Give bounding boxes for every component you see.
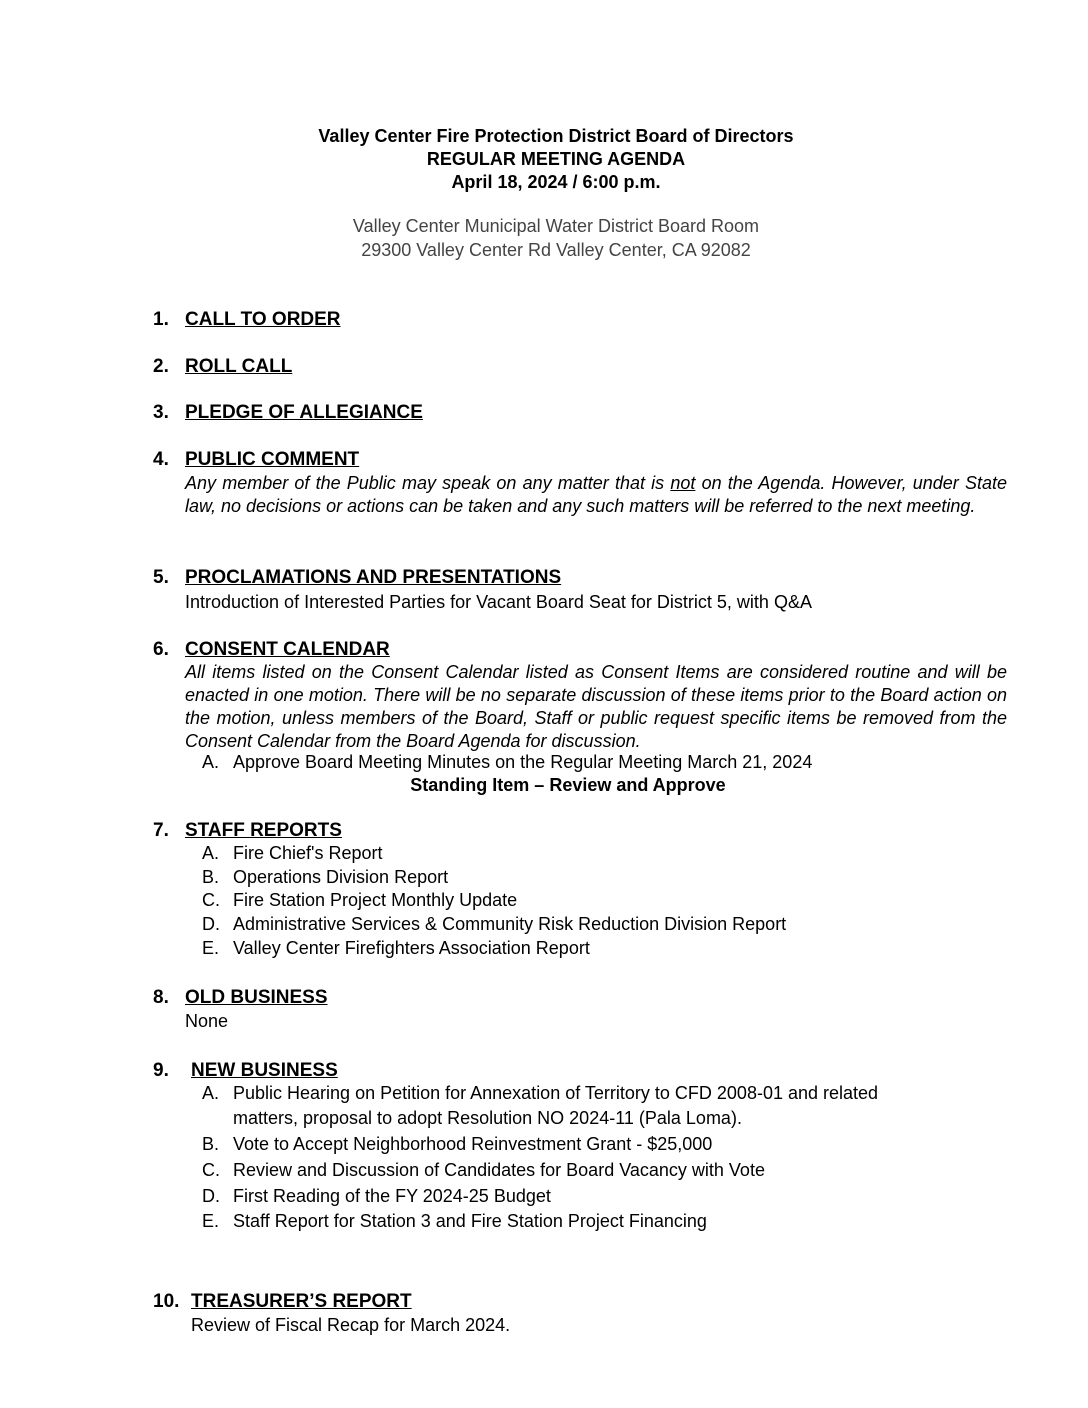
meeting-date: April 18, 2024 / 6:00 p.m.: [451, 172, 661, 192]
item-title-staff-reports: STAFF REPORTS: [185, 820, 342, 841]
list-item: E. Staff Report for Station 3 and Fire Station Project Financing: [202, 1211, 707, 1231]
list-item: D. First Reading of the FY 2024-25 Budget: [202, 1186, 551, 1206]
item-title-roll-call: ROLL CALL: [185, 356, 293, 377]
emphasis-not: not: [670, 473, 696, 493]
meeting-location: Valley Center Municipal Water District Board Room: [352, 216, 760, 236]
district-title: Valley Center Fire Protection District Board of Directors: [318, 126, 794, 146]
item-number: 8.: [153, 987, 169, 1008]
list-item-continuation: matters, proposal to adopt Resolution NO 2024-11 (Pala Loma).: [233, 1108, 742, 1128]
list-item: A. Approve Board Meeting Minutes on the Regular Meeting March 21, 2024: [202, 752, 813, 772]
item-title-old-business: OLD BUSINESS: [185, 987, 328, 1008]
list-item: B. Vote to Accept Neighborhood Reinvestment Grant - $25,000: [202, 1134, 713, 1154]
list-item: A. Fire Chief's Report: [202, 843, 383, 863]
item-title-public-comment: PUBLIC COMMENT: [185, 449, 360, 470]
standing-item-note: Standing Item – Review and Approve: [410, 775, 726, 795]
consent-calendar-text: All items listed on the Consent Calendar listed as Consent Items are considered routine and will be enacted in one motion. There will be no separate discussion of these items prior to the Board action on the motion, unless members of the Board, Staff or public request specific items be removed from the Consent Calendar from the Board Agenda for discussion.: [185, 662, 1007, 751]
item-title-new-business: NEW BUSINESS: [191, 1060, 338, 1081]
list-item: D. Administrative Services & Community Risk Reduction Division Report: [202, 914, 787, 934]
item-title-treasurers-report: TREASURER’S REPORT: [191, 1291, 412, 1312]
item-number: 1.: [153, 309, 169, 330]
item-number: 5.: [153, 567, 169, 588]
item-number: 4.: [153, 449, 169, 470]
item-number: 3.: [153, 402, 169, 423]
list-item: E. Valley Center Firefighters Association Report: [202, 938, 590, 958]
proclamations-text: Introduction of Interested Parties for Vacant Board Seat for District 5, with Q&A: [185, 592, 812, 612]
list-item: C. Review and Discussion of Candidates for Board Vacancy with Vote: [202, 1160, 765, 1180]
public-comment-text: Any member of the Public may speak on any matter that is not on the Agenda. However, under State law, no decisions or actions can be taken and any such matters will be referred to the next meeting.: [185, 473, 1007, 516]
list-item: C. Fire Station Project Monthly Update: [202, 890, 518, 910]
item-title-call-to-order: CALL TO ORDER: [185, 309, 341, 330]
item-title-consent-calendar: CONSENT CALENDAR: [185, 639, 390, 660]
item-number: 2.: [153, 356, 169, 377]
item-number: 6.: [153, 639, 169, 660]
item-title-pledge: PLEDGE OF ALLEGIANCE: [185, 402, 423, 423]
list-item: B. Operations Division Report: [202, 867, 449, 887]
treasurers-report-text: Review of Fiscal Recap for March 2024.: [191, 1315, 511, 1335]
item-title-proclamations: PROCLAMATIONS AND PRESENTATIONS: [185, 567, 562, 588]
list-item: A. Public Hearing on Petition for Annexation of Territory to CFD 2008-01 and related: [202, 1083, 879, 1103]
meeting-type: REGULAR MEETING AGENDA: [426, 149, 686, 169]
meeting-address: 29300 Valley Center Rd Valley Center, CA 92082: [361, 240, 751, 260]
item-number: 7.: [153, 820, 169, 841]
item-number: 10.: [153, 1291, 180, 1312]
old-business-text: None: [185, 1011, 229, 1031]
item-number: 9.: [153, 1060, 169, 1081]
